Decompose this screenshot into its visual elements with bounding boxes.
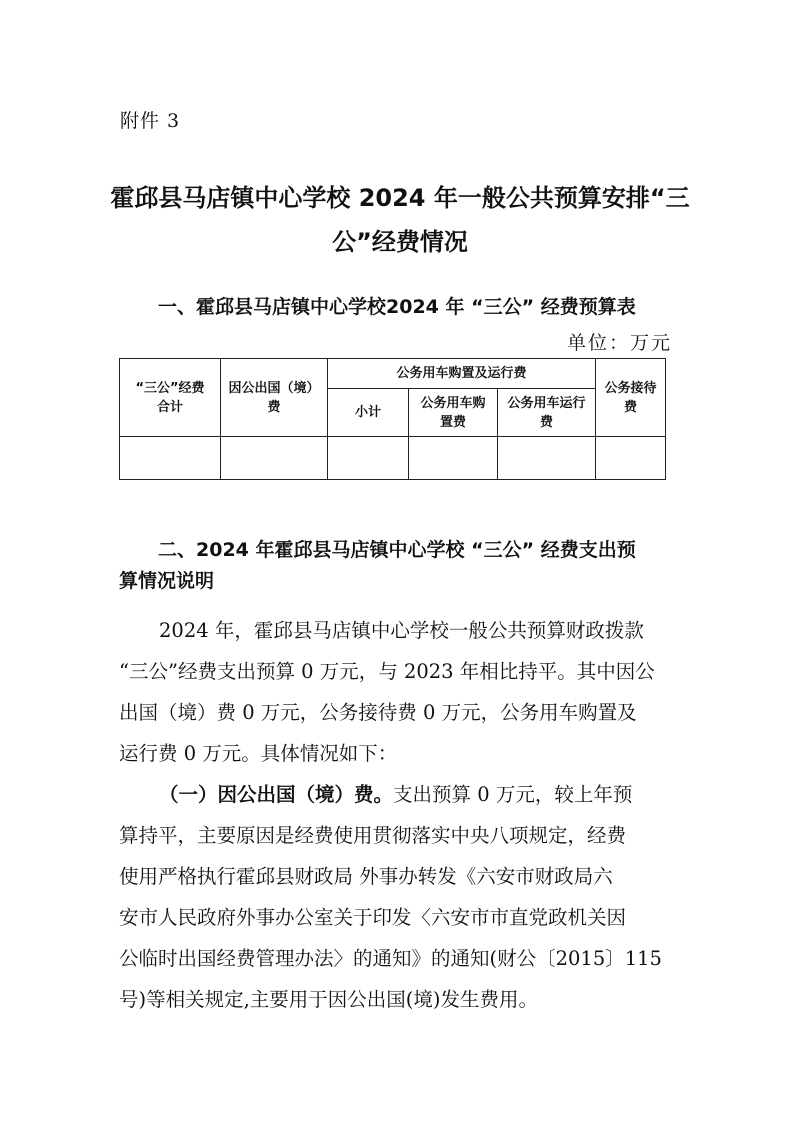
header-vehicle-purchase-line-2: 置费: [439, 414, 466, 430]
paragraph-line: 使用严格执行霍邱县财政局 外事办转发《六安市财政局六: [119, 865, 613, 888]
cell-abroad: [221, 437, 328, 480]
attachment-label: 附件 3: [120, 110, 181, 132]
cell-reception: [596, 437, 666, 480]
header-total-line-2: 合计: [156, 399, 183, 415]
paragraph-line: 运行费 0 万元。具体情况如下：: [119, 742, 398, 765]
header-vehicle-operation: [498, 389, 596, 437]
header-abroad-line-1: 因公出国（境）: [228, 380, 320, 396]
paragraph-line: [119, 774, 679, 815]
header-vehicle-group: 公务用车购置及运行费: [328, 359, 596, 389]
section2-heading-line-1: 二、2024 年霍邱县马店镇中心学校 “三公” 经费支出预: [158, 539, 636, 561]
paragraph-line: 安市人民政府外事办公室关于印发〈六安市市直党政机关因: [119, 906, 627, 929]
unit-label: 单位：万元: [566, 332, 672, 354]
cell-vehicle-purchase: [409, 437, 498, 480]
page-title-line-1: 霍邱县马店镇中心学校 2024 年一般公共预算安排“三: [110, 184, 690, 212]
header-subtotal: 小计: [328, 389, 409, 437]
subsection-lead: （一）因公出国（境）费。: [159, 783, 394, 806]
page-title: [110, 176, 690, 264]
header-reception-line-2: 费: [623, 399, 637, 415]
paragraph-line: [119, 610, 679, 651]
section2-heading-line-2: 算情况说明: [119, 570, 215, 592]
header-abroad: [221, 359, 328, 437]
header-vehicle-operation-line-2: 费: [539, 414, 553, 430]
header-total-line-1: “三公”经费: [135, 380, 205, 396]
header-vehicle-operation-line-1: 公务用车运行: [507, 395, 586, 411]
cell-total: [120, 437, 221, 480]
paragraph-abroad-expense: [119, 774, 679, 1020]
page-title-line-2: 公”经费情况: [332, 228, 468, 256]
table-header-row-1: [120, 359, 666, 389]
paragraph-line: “三公”经费支出预算 0 万元，与 2023 年相比持平。其中因公: [119, 660, 655, 683]
paragraph-line: 公临时出国经费管理办法〉的通知》的通知(财公〔2015〕115: [119, 947, 662, 970]
section1-heading: 一、霍邱县马店镇中心学校2024 年 “三公” 经费预算表: [158, 296, 636, 318]
paragraph-text: 支出预算 0 万元，较上年预: [393, 783, 633, 806]
header-total: [120, 359, 221, 437]
budget-table: [119, 358, 666, 480]
header-abroad-line-2: 费: [267, 399, 281, 415]
header-vehicle-purchase: [409, 389, 498, 437]
table-row: [120, 437, 666, 480]
paragraph-overview: [119, 610, 679, 774]
paragraph-line: 号)等相关规定,主要用于因公出国(境)发生费用。: [119, 988, 539, 1011]
header-vehicle-purchase-line-1: 公务用车购: [420, 395, 486, 411]
cell-vehicle-operation: [498, 437, 596, 480]
header-reception-line-1: 公务接待: [604, 380, 657, 396]
paragraph-line: 出国（境）费 0 万元，公务接待费 0 万元，公务用车购置及: [119, 701, 637, 724]
cell-subtotal: [328, 437, 409, 480]
paragraph-text: 2024 年，霍邱县马店镇中心学校一般公共预算财政拨款: [159, 619, 644, 642]
paragraph-line: 算持平，主要原因是经费使用贯彻落实中央八项规定，经费: [119, 824, 627, 847]
header-reception: [596, 359, 666, 437]
